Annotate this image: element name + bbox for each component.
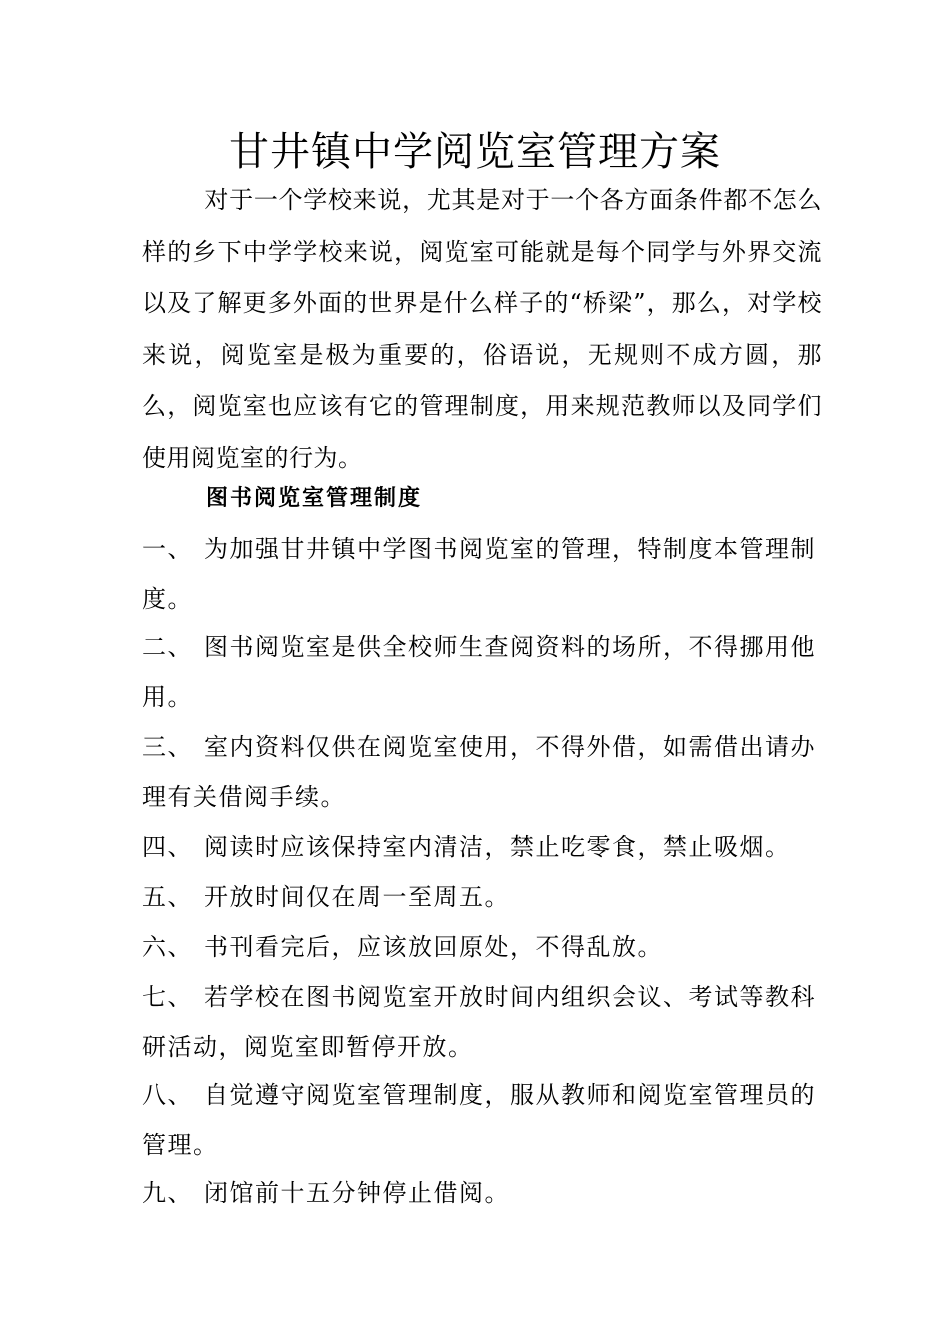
intro-paragraph: 对于一个学校来说，尤其是对于一个各方面条件都不怎么样的乡下中学学校来说，阅览室可能就是每个同学与外界交流以及了解更多外面的世界是什么样子的“桥梁”，那么，对学校来说，阅览室是极为重要的，俗语说，无规则不成方圆，那么，阅览室也应该有它的管理制度，用来规范教师以及同学们使用阅览室的行为。: [142, 186, 822, 472]
rule-item: [142, 922, 822, 972]
rule-text: 室内资料仅供在阅览室使用，不得外借，如需借出请办理有关借阅手续。: [142, 733, 816, 811]
rule-text: 自觉遵守阅览室管理制度，服从教师和阅览室管理员的管理。: [142, 1081, 816, 1159]
section-heading: 图书阅览室管理制度: [206, 486, 423, 511]
rule-text: 闭馆前十五分钟停止借阅。: [204, 1179, 510, 1207]
rule-item: [142, 622, 822, 722]
rule-item: [142, 722, 822, 822]
rule-number: 二、: [142, 633, 193, 661]
rule-number: 六、: [142, 933, 193, 961]
document-title: 甘井镇中学阅览室管理方案: [229, 129, 721, 175]
rule-text: 图书阅览室是供全校师生查阅资料的场所，不得挪用他用。: [142, 633, 816, 711]
rule-item: [142, 872, 822, 922]
rule-number: 四、: [142, 833, 193, 861]
rule-number: 三、: [142, 733, 193, 761]
rule-number: 五、: [142, 883, 193, 911]
rule-item: [142, 1168, 822, 1218]
rule-item: [142, 524, 822, 624]
rule-text: 阅读时应该保持室内清洁，禁止吃零食，禁止吸烟。: [204, 833, 791, 861]
rule-text: 为加强甘井镇中学图书阅览室的管理，特制度本管理制度。: [142, 535, 816, 613]
rule-text: 开放时间仅在周一至周五。: [204, 883, 510, 911]
rule-number: 七、: [142, 983, 193, 1011]
rule-number: 九、: [142, 1179, 193, 1207]
rule-item: [142, 972, 822, 1072]
rule-text: 书刊看完后，应该放回原处，不得乱放。: [204, 933, 663, 961]
rule-item: [142, 822, 822, 872]
rule-number: 一、: [142, 535, 193, 563]
rule-number: 八、: [142, 1081, 193, 1109]
rule-item: [142, 1070, 822, 1170]
rule-text: 若学校在图书阅览室开放时间内组织会议、考试等教科研活动，阅览室即暂停开放。: [142, 983, 816, 1061]
